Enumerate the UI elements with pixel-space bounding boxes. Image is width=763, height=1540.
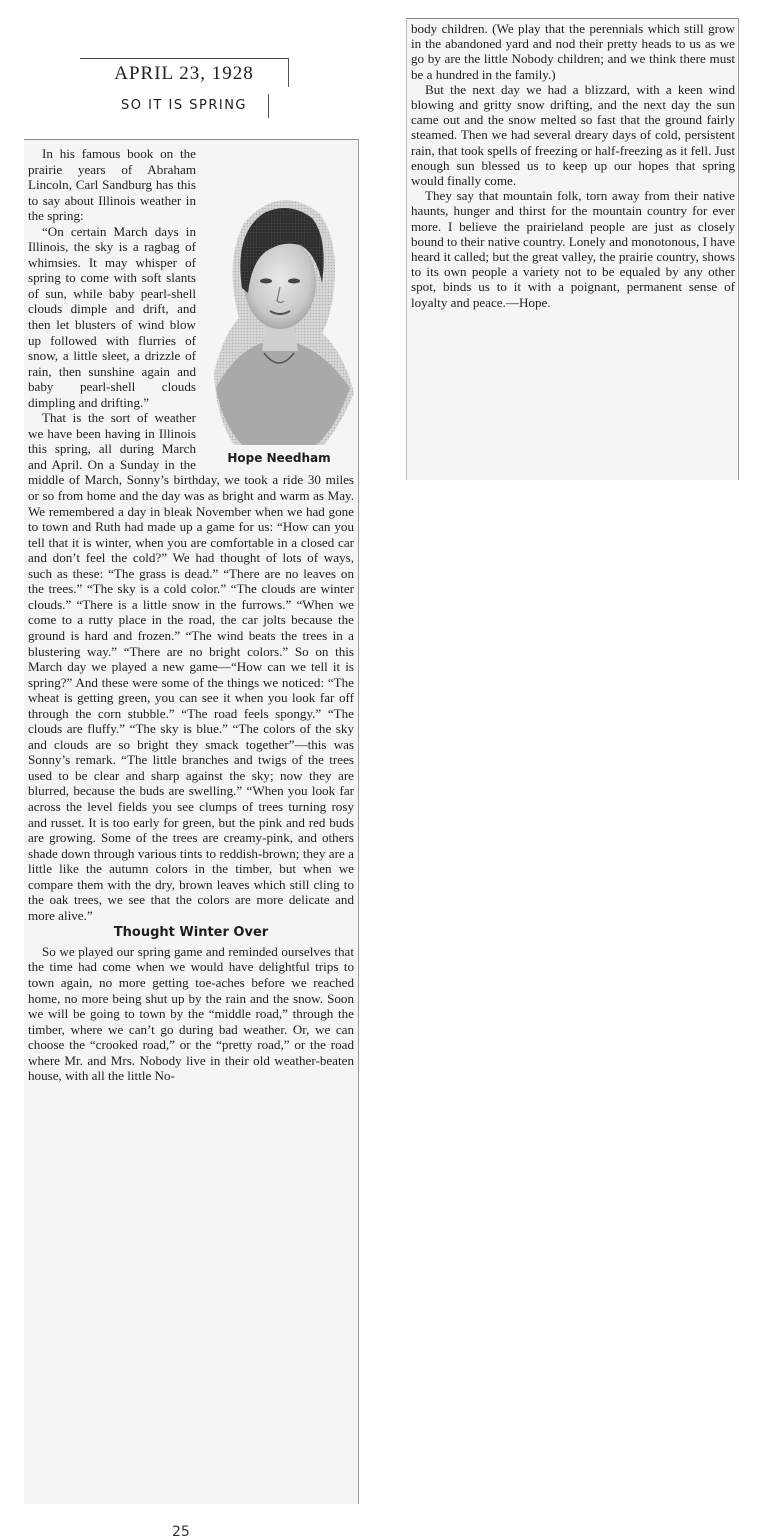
column-2-text [411,21,735,310]
paragraph: So we played our spring game and reminded ourselves that the time had come when we would have delightful trips to town again, no more getting toe-aches before we reached home, no more being shut up by the rain and the snow. Soon we will be going to town by the “middle road,” through the timber, where we can’t go during bad weather. Or, we can choose the “crooked road,” or the “pretty road,” or the road where Mr. and Mrs. Nobody live in their old weather-beaten house, with all the little No- [28,943,354,1084]
paragraph: body children. (We play that the perennials which still grow in the abandoned yard and nod their pretty heads to us as we go by are the little Nobody children; and we think there must be a hundred in the family.) [411,21,735,82]
article-column-1 [24,139,359,1504]
paragraph: “On certain March days in Illinois, the sky is a ragbag of whimsies. It may whisper of spring to come with soft slants of sun, while baby pearl-shell clouds dimple and drift, and then let blusters of wind blow up followed with flurries of snow, a little sleet, a drizzle of rain, then sunshine again and baby pearl-shell clouds dimpling and drifting.” [28,223,196,410]
article-date: APRIL 23, 1928 [80,58,289,87]
portrait-image [204,183,354,445]
paragraph: In his famous book on the prairie years of Abraham Lincoln, Carl Sandburg has this to say about Illinois weather in the spring: [28,146,196,224]
column-1-text [28,146,354,1084]
author-photo [204,183,354,469]
paragraph: They say that mountain folk, torn away from their native haunts, hunger and thirst for the mountain country for ever more. I believe the prairieland people are just as closely bound to their native country. Lonely and monotonous, I have heard it called; but the great valley, the prairie country, shows to its own people a variety not to be equaled by any other spot, binds us to it with a poignant, permanent sense of loyalty and peace.—Hope. [411,188,735,310]
page-number: 25 [172,1524,190,1540]
paragraph: That is the sort of weather we have been having in Illinois this spring, all during March and April. On a Sunday in the middle of March, Sonny’s birthday, we took a ride 30 miles or so from home and the day was as bright and warm as May. We remembered a day in bleak November when we had gone to town and Ruth had made up a game for us: “How can you tell that it is winter, when you are comfortable in a closed car and don’t feel the cold?” We had thought of lots of ways, such as these: “The grass is dead.” “There are no leaves on the trees.” “The sky is a cold color.” “The clouds are winter clouds.” “There is a little snow in the furrows.” “When we come to a rutty place in the road, the car jolts because the ground is hard and frozen.” “The wind beats the trees in a blustering way.” “There are no bright colors.” So on this March day we played a new game—“How can we tell it is spring?” And these were some of the things we noticed: “The wheat is getting green, you can see it when you look far off through the corn stubble.” “The road feels spongy.” “The clouds are fluffy.” “The sky is blue.” “The colors of the sky and clouds are so bright they smack together”—this was Sonny’s remark. “The little branches and twigs of the trees used to be clear and sharp against the sky; now they are blurred, because the buds are swelling.” “When you look far across the level fields you see clumps of trees turning rosy and russet. It is too early for green, but the pink and red buds are growing. Some of the trees are creamy-pink, and others shade down through various tints to reddish-brown; they are a little like the autumn colors in the timber, but when we compare them with the dry, brown leaves which still cling to the oak trees, we see that the colors are more delicate and more alive.” [28,410,354,923]
photo-caption: Hope Needham [227,451,331,465]
subheading: Thought Winter Over [113,925,269,941]
article-title: SO IT IS SPRING [100,94,269,118]
paragraph: But the next day we had a blizzard, with a keen wind blowing and gritty snow drifting, and the next day the sun came out and the snow melted so fast that the ground fairly steamed. Then we had several dreary days of cold, persistent rain, that took spells of freezing or half-freezing as it fell. Just enough sun blessed us to keep up our hopes that spring would finally come. [411,81,735,189]
article-column-2 [406,18,739,480]
